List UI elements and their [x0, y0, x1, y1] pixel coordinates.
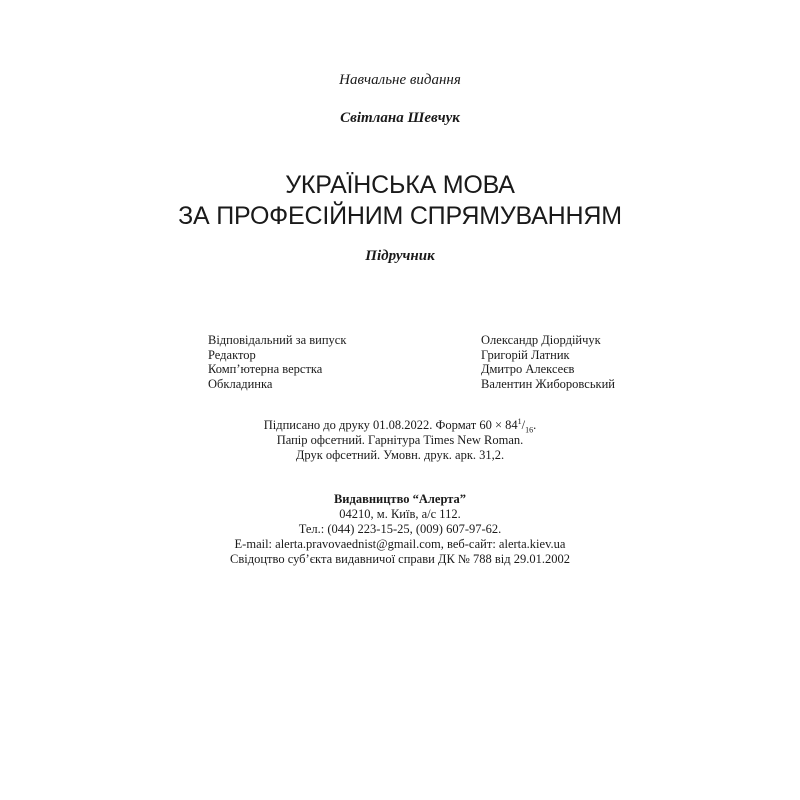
print-signed-text: Підписано до друку 01.08.2022. Формат 60 × 84: [263, 418, 518, 432]
print-info: [0, 418, 800, 463]
format-denominator: 16: [525, 425, 534, 435]
credit-row: [208, 333, 628, 348]
format-numerator: 1: [517, 416, 522, 426]
credit-role: Відповідальний за випуск: [208, 333, 347, 347]
publisher-name: Видавництво “Алерта”: [333, 492, 467, 506]
print-signed-line: Підписано до друку 01.08.2022. Формат $60 \times 84^1/_{16}$.: [263, 416, 537, 435]
credit-role: Комп’ютерна верстка: [208, 362, 323, 376]
credit-role: Редактор: [208, 347, 256, 362]
book-title-line-1: УКРАЇНСЬКА МОВА: [285, 171, 515, 199]
print-sheets-line: Друк офсетний. Умовн. друк. арк. 31,2.: [295, 448, 505, 462]
publisher-address: 04210, м. Київ, а/с 112.: [339, 507, 461, 521]
credit-person: Дмитро Алексеєв: [481, 362, 575, 376]
credits-list: [208, 333, 628, 391]
credit-row: [208, 377, 628, 392]
publisher-phone: Тел.: (044) 223-15-25, (009) 607-97-62.: [298, 522, 502, 536]
print-signed-suffix: .: [533, 418, 537, 432]
author-name: Світлана Шевчук: [340, 110, 460, 126]
credit-row: [208, 348, 628, 363]
credit-person: Григорій Латник: [481, 347, 570, 362]
book-title: [0, 170, 800, 232]
publication-type: Підручник: [365, 248, 435, 264]
credit-person: Валентин Жиборовський: [481, 376, 615, 391]
publisher-info: [0, 492, 800, 567]
credit-role: Обкладинка: [208, 376, 273, 391]
publisher-certificate: Свідоцтво суб’єкта видавничої справи ДК № 788 від 29.01.2002: [230, 552, 570, 566]
credit-person: Олександр Діордійчук: [481, 333, 601, 347]
publisher-email-website: E-mail: alerta.pravovaednist@gmail.com, веб-сайт: alerta.kiev.ua: [234, 537, 566, 551]
book-title-line-2: ЗА ПРОФЕСІЙНИМ СПРЯМУВАННЯМ: [178, 202, 622, 230]
paper-typeface-line: Папір офсетний. Гарнітура Times New Roman.: [276, 433, 524, 447]
credit-row: [208, 362, 628, 377]
series-label: Навчальне видання: [339, 72, 461, 88]
